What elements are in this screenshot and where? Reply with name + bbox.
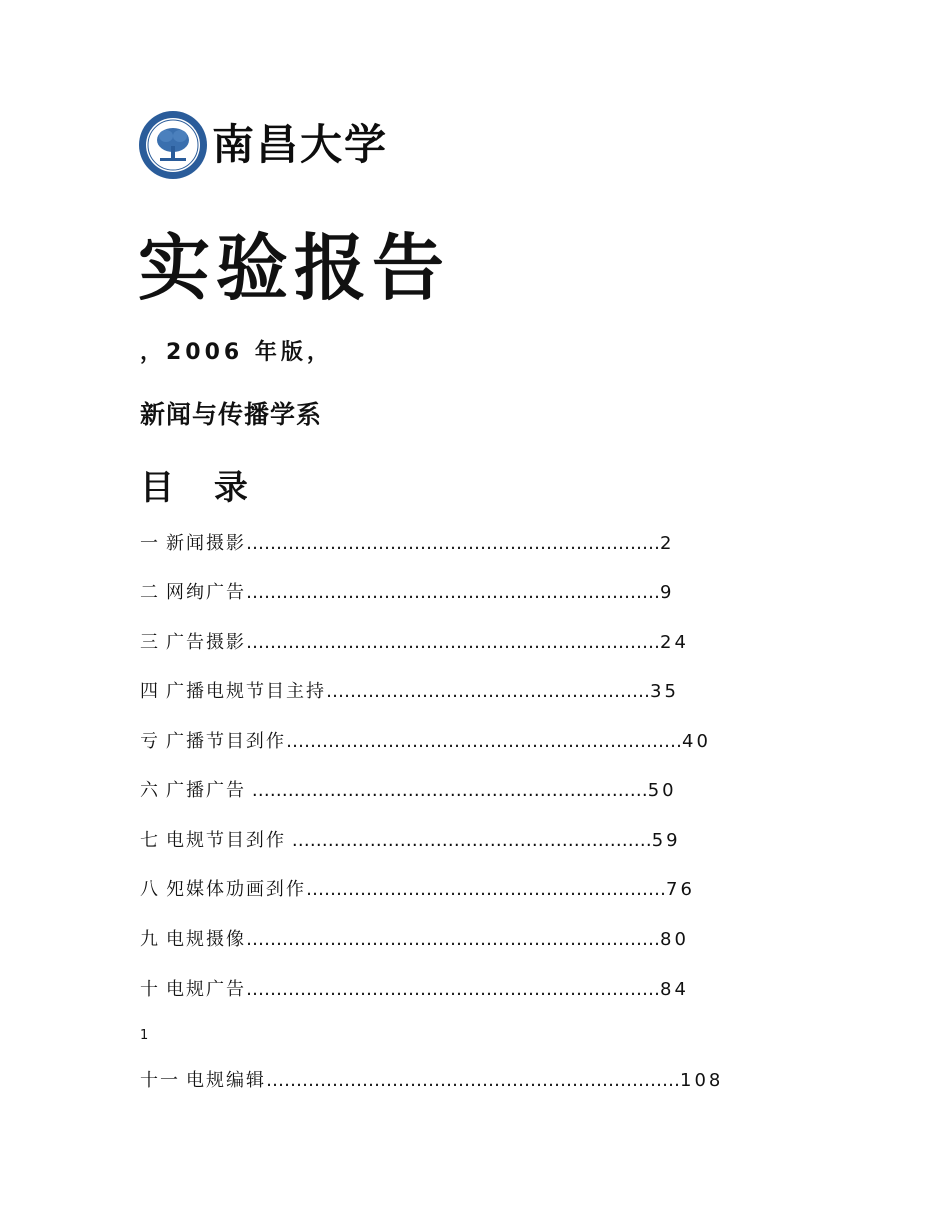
toc-item-label: 电规编辑 [186,1070,266,1091]
toc-item-number: 七 [140,830,160,851]
toc-item-number: 三 [140,632,160,653]
toc-item-page: 84 [660,979,689,1000]
toc-item-leader: ………………………………………………………… [246,780,648,801]
toc-item-page: 50 [647,780,677,801]
toc-item-leader: …………………………………………………………… [266,1070,680,1091]
toc-item-page: 24 [660,632,689,653]
toc-item-label: 电规广告 [166,979,246,1000]
toc-item[interactable] [140,977,689,1003]
page-number: 1 [140,1028,149,1043]
toc-item-leader: …………………………………………………………… [246,533,660,554]
toc-item-number: 九 [140,929,160,950]
toc-item-label: 夗媒体劢画刭作 [166,879,306,900]
toc-item[interactable] [140,630,689,656]
toc-item[interactable] [140,778,677,804]
toc-item-label: 广播电规节目主持 [166,681,326,702]
toc-item-number: 一 [140,533,160,554]
toc-item-leader: …………………………………………………………… [246,582,660,603]
toc-item-label: 新闻摄影 [166,533,246,554]
toc-item-number: 亏 [140,731,160,752]
toc-item-leader: …………………………………………………………… [246,929,660,950]
toc-item-leader: …………………………………………………………… [246,632,660,653]
toc-item[interactable] [140,531,674,557]
toc-item[interactable] [140,580,674,606]
department-name: 新闻与传播学系 [140,400,323,429]
edition-label: ，2006 年版， [140,340,333,365]
toc-item-leader: …………………………………………………… [286,830,652,851]
toc-item-leader: …………………………………………………………… [246,979,660,1000]
university-name: 南昌大学 [212,120,389,169]
toc-item-leader: ………………………………………………………… [286,731,682,752]
toc-item-leader: …………………………………………………… [306,879,666,900]
toc-item-page: 59 [651,830,681,851]
toc-item-leader: ……………………………………………… [326,681,650,702]
toc-item-label: 广告摄影 [166,632,246,653]
toc-item[interactable] [140,1068,723,1094]
toc-item-number: 四 [140,681,160,702]
toc-item-label: 电规摄像 [166,929,246,950]
toc-item-page: 2 [660,533,675,554]
toc-item-number: 二 [140,582,160,603]
toc-item-page: 108 [680,1070,724,1091]
university-seal-icon [138,110,208,180]
toc-item[interactable] [140,877,695,903]
toc-item-page: 40 [682,731,711,752]
toc-item-page: 9 [660,582,675,603]
toc-item[interactable] [140,927,689,953]
toc-item-number: 六 [140,780,160,801]
toc-item-label: 电规节目刭作 [166,830,286,851]
toc-item-label: 广播广告 [166,780,246,801]
toc-item-page: 80 [660,929,689,950]
report-title: 实验报告 [138,226,451,310]
university-logo [138,110,388,180]
toc-item-label: 网绚广告 [166,582,246,603]
toc-item[interactable] [140,729,711,755]
toc-item-number: 十 [140,979,160,1000]
toc-item-label: 广播节目刭作 [166,731,286,752]
toc-item-page: 35 [650,681,679,702]
toc-item-page: 76 [666,879,695,900]
toc-item-number: 八 [140,879,160,900]
toc-item[interactable] [140,679,679,705]
toc-item-number: 十一 [140,1070,180,1091]
toc-heading: 目 录 [140,468,262,508]
toc-item[interactable] [140,828,681,854]
